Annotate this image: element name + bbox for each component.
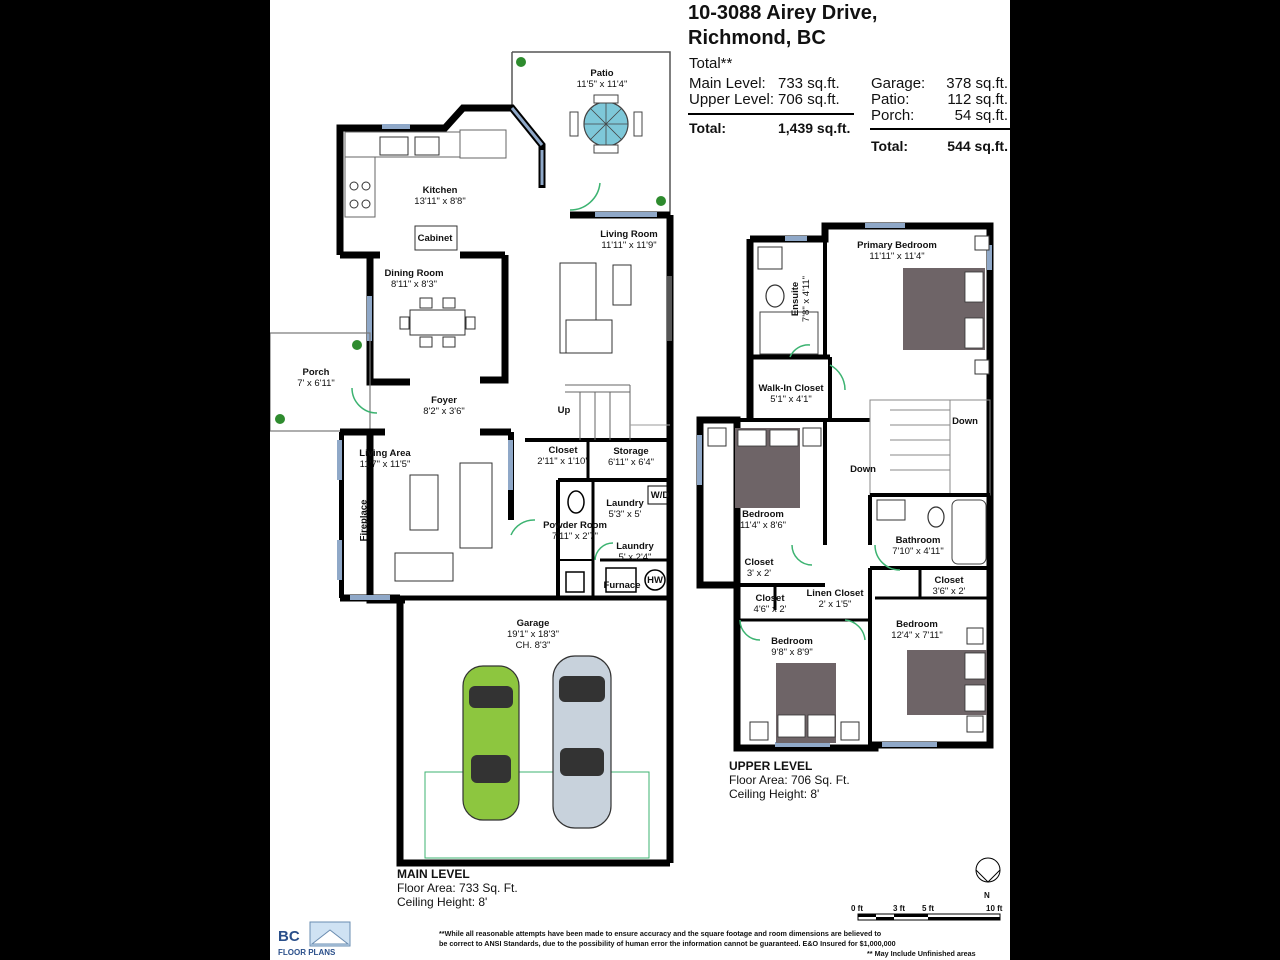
- room-name: Down: [850, 464, 876, 475]
- room-dimensions: 7'8" x 4'11": [801, 275, 812, 323]
- upper-room-label: [713, 509, 813, 531]
- room-dimensions: 8'11" x 8'3": [390, 279, 438, 290]
- room-name: Powder Room: [543, 520, 607, 531]
- disclaimer-line-3: ** May Include Unfinished areas: [867, 949, 976, 958]
- main-room-label: [581, 446, 681, 468]
- scale-3: 3 ft: [893, 904, 905, 913]
- compass-north: N: [984, 891, 990, 900]
- main-room-label: [483, 618, 583, 651]
- scale-0: 0 ft: [851, 904, 863, 913]
- upper-room-label: [741, 383, 841, 405]
- patio-label: Patio:: [871, 91, 910, 108]
- main-room-label: [385, 233, 485, 244]
- room-name: Storage: [613, 446, 649, 457]
- upper-level-caption: [729, 759, 850, 801]
- room-dimensions: 6'11" x 6'4": [607, 457, 655, 468]
- room-name: Fireplace: [358, 499, 370, 542]
- room-dimensions: 4'6" x 2': [753, 604, 787, 615]
- room-name: Bedroom: [896, 619, 938, 630]
- room-dimensions: 19'1" x 18'3": [506, 629, 560, 640]
- room-dimensions: 11'4" x 8'6": [739, 520, 787, 531]
- upper-room-label: [709, 557, 809, 579]
- room-name: HW: [647, 575, 663, 586]
- room-name: Porch: [302, 367, 330, 378]
- upper-room-label: [790, 249, 812, 349]
- room-name: Patio: [590, 68, 614, 79]
- room-dimensions: 7'11" x 2'7": [551, 531, 599, 542]
- main-level-value: 733 sq.ft.: [778, 75, 840, 92]
- car-green: [463, 666, 519, 820]
- unfinished-total-label: Total:: [871, 138, 909, 154]
- room-dimensions: 9'8" x 8'9": [771, 647, 813, 658]
- main-level-area: Floor Area: 733 Sq. Ft.: [397, 881, 518, 895]
- main-room-label: [390, 185, 490, 207]
- main-room-label: [394, 395, 494, 417]
- room-name: Kitchen: [422, 185, 458, 196]
- room-dimensions: 7'10" x 4'11": [892, 546, 944, 557]
- porch-value: 54 sq.ft.: [954, 107, 1008, 124]
- room-dimensions: 2'11" x 1'10": [537, 456, 589, 467]
- main-room-label: [335, 448, 435, 470]
- room-dimensions: 2' x 1'5": [818, 599, 852, 610]
- room-name: Primary Bedroom: [857, 240, 937, 251]
- room-name: Bathroom: [895, 535, 941, 546]
- porch-label: Porch:: [871, 107, 915, 124]
- room-name: Up: [557, 405, 571, 416]
- main-level-caption: [397, 867, 518, 909]
- main-room-label: [359, 471, 370, 571]
- room-name: Garage: [516, 618, 550, 629]
- room-name: W/D: [650, 490, 670, 501]
- scale-10: 10 ft: [986, 904, 1003, 913]
- room-name: Walk-In Closet: [758, 383, 824, 394]
- main-room-label: [514, 405, 614, 416]
- main-room-label: [610, 490, 710, 501]
- scale-5: 5 ft: [922, 904, 934, 913]
- upper-room-label: [720, 593, 820, 615]
- room-name: Closet: [755, 593, 785, 604]
- room-name: Linen Closet: [806, 588, 864, 599]
- garage-value: 378 sq.ft.: [946, 75, 1008, 92]
- room-name: Bedroom: [771, 636, 813, 647]
- main-room-label: [552, 68, 652, 90]
- room-name: Dining Room: [384, 268, 444, 279]
- upper-room-label: [867, 619, 967, 641]
- room-dimensions: 11'11" x 11'4": [869, 251, 925, 262]
- room-dimensions: 12'4" x 7'11": [891, 630, 943, 641]
- upper-room-label: [915, 416, 1010, 427]
- room-dimensions: 5'1" x 4'1": [770, 394, 812, 405]
- room-dimensions: 3'6" x 2': [932, 586, 966, 597]
- floor-plan-drawing: [270, 0, 1010, 960]
- address-line-2: Richmond, BC: [688, 27, 826, 49]
- room-dimensions: 11'11" x 11'9": [601, 240, 657, 251]
- room-dimensions: 5' x 2'4": [618, 552, 652, 563]
- compass-icon: [976, 858, 1000, 882]
- main-room-label: [579, 229, 679, 251]
- scale-bar: [858, 914, 1000, 920]
- room-name: Ensuite: [790, 281, 801, 317]
- patio-value: 112 sq.ft.: [947, 91, 1008, 108]
- upper-level-value: 706 sq.ft.: [778, 91, 840, 108]
- room-name: Living Room: [600, 229, 658, 240]
- disclaimer-line-1: **While all reasonable attempts have been made to ensure accuracy and the square footage and room dimensions are believed to: [439, 929, 882, 938]
- room-dimensions: 11'7" x 11'5": [359, 459, 411, 470]
- room-name: Closet: [934, 575, 964, 586]
- upper-level-ceiling: Ceiling Height: 8': [729, 787, 820, 801]
- disclaimer-line-2: be correct to ANSI Standards, due to the possibility of human error the information cannot be guaranteed. E&O Insured for $1,000,000: [439, 939, 896, 948]
- address-line-1: 10-3088 Airey Drive,: [688, 2, 878, 24]
- main-level-ceiling: Ceiling Height: 8': [397, 895, 488, 909]
- room-dimensions: 13'11" x 8'8": [414, 196, 466, 207]
- upper-level-title: UPPER LEVEL: [729, 759, 813, 773]
- upper-room-label: [813, 464, 913, 475]
- main-level-title: MAIN LEVEL: [397, 867, 470, 881]
- total-label: Total:: [689, 120, 727, 136]
- totals-heading: Total**: [689, 55, 733, 72]
- logo-mark: BC: [278, 928, 300, 945]
- room-name: Foyer: [431, 395, 457, 406]
- garage-label: Garage:: [871, 75, 926, 92]
- room-name: Cabinet: [417, 233, 453, 244]
- main-room-label: [585, 541, 685, 563]
- room-name: Closet: [548, 445, 578, 456]
- room-name: Laundry: [616, 541, 654, 552]
- room-dimensions: 11'5" x 11'4": [576, 79, 628, 90]
- room-dimensions: 5'3" x 5': [608, 509, 642, 520]
- main-room-label: [525, 520, 625, 542]
- logo-icon: [310, 922, 350, 946]
- unfinished-total-value: 544 sq.ft.: [947, 138, 1008, 154]
- upper-room-label: [899, 575, 999, 597]
- room-name: Bedroom: [742, 509, 784, 520]
- room-ceiling: CH. 8'3": [515, 640, 551, 651]
- room-dimensions: 3' x 2': [746, 568, 772, 579]
- room-dimensions: 8'2" x 3'6": [423, 406, 465, 417]
- main-room-label: [270, 367, 366, 389]
- car-silver: [553, 656, 611, 828]
- upper-room-label: [847, 240, 947, 262]
- main-room-label: [575, 498, 675, 520]
- upper-room-label: [742, 636, 842, 658]
- main-level-label: Main Level:: [689, 75, 766, 92]
- upper-level-label: Upper Level:: [689, 91, 775, 108]
- room-dimensions: 7' x 6'11": [297, 378, 335, 389]
- room-name: Furnace: [603, 580, 641, 591]
- room-name: Laundry: [606, 498, 644, 509]
- logo-text: FLOOR PLANS: [278, 948, 336, 957]
- room-name: Living Area: [359, 448, 411, 459]
- room-name: Down: [952, 416, 978, 427]
- floor-plan-sheet: [270, 0, 1010, 960]
- upper-level-area: Floor Area: 706 Sq. Ft.: [729, 773, 850, 787]
- room-name: Closet: [744, 557, 774, 568]
- main-room-label: [605, 575, 705, 586]
- upper-room-label: [868, 535, 968, 557]
- total-value: 1,439 sq.ft.: [778, 120, 851, 136]
- upper-level-plan: [697, 223, 992, 748]
- main-room-label: [364, 268, 464, 290]
